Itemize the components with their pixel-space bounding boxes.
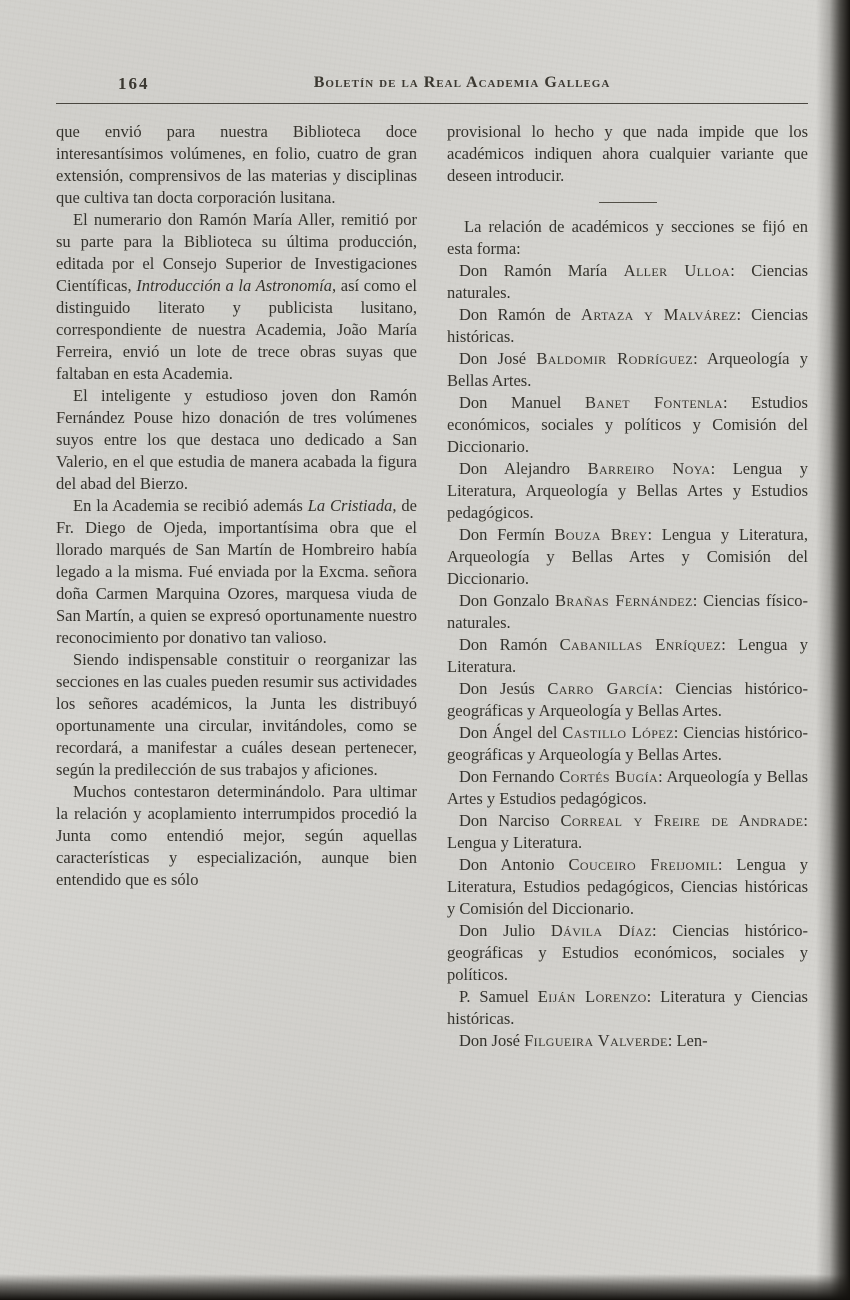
scan-edge-shadow-right [816, 0, 850, 1300]
entry-surname: Carro García [547, 679, 659, 698]
academic-entry [447, 590, 808, 634]
entry-sections: : Ciencias histórico-geográficas y Arqueología y Bellas Artes. [447, 723, 808, 764]
entry-surname: Bouza Brey [554, 525, 648, 544]
entry-prefix: Don Antonio [459, 855, 569, 874]
entry-surname: Eiján Lorenzo [537, 987, 647, 1006]
academic-entry [447, 678, 808, 722]
academic-entry [447, 1030, 808, 1052]
academic-entry [447, 348, 808, 392]
entry-prefix: Don Ramón [459, 635, 560, 654]
paragraph: provisional lo hecho y que nada impide que los académicos indiquen ahora cualquier variante que deseen introducir. [447, 122, 808, 185]
paragraph-text: En la Academia se recibió además [73, 496, 308, 515]
scan-edge-shadow-bottom [0, 1274, 850, 1300]
entry-prefix: P. Samuel [459, 987, 538, 1006]
book-title-italic: Introducción a la Astronomía [136, 276, 333, 295]
section-divider [599, 202, 657, 203]
entry-sections: : Lengua y Literatura. [447, 635, 808, 676]
academic-entry [447, 986, 808, 1030]
entry-surname: Couceiro Freijomil [568, 855, 718, 874]
academic-entry [447, 524, 808, 590]
entry-prefix: Don José [459, 1031, 525, 1050]
page-header [56, 74, 808, 98]
left-column [56, 121, 417, 1052]
paragraph: Siendo indispensable constituir o reorganizar las secciones en las cuales pueden resumir sus actividades los señores académicos, la Junta les distribuyó oportunamente una circular, invitándoles, como se recordará, a manifestar a cuáles desean pertenecer, según la predilección de sus trabajos y aficiones. [56, 650, 417, 779]
paragraph: La relación de académicos y secciones se fijó en esta forma: [447, 217, 808, 258]
entry-sections: : Ciencias histórico-geográficas y Arqueología y Bellas Artes. [447, 679, 808, 720]
paragraph-text: , de Fr. Diego de Ojeda, importantísima obra que el llorado marqués de San Martín de Hombreiro había legado a la misma. Fué enviada por la Excma. señora doña Carmen Marquina Ozores, marquesa viuda de San Martín, a quien se expresó oportunamente nuestro reconocimiento por donativo tan valioso. [56, 496, 417, 647]
entry-surname: Barreiro Noya [587, 459, 711, 478]
entry-prefix: Don Julio [459, 921, 551, 940]
right-column [447, 121, 808, 1052]
entry-surname: Castillo López [562, 723, 674, 742]
journal-title: Boletín de la Real Academia Gallega [313, 74, 611, 91]
entry-sections: : Ciencias naturales. [447, 261, 809, 302]
paragraph-text: El numerario don Ramón María Aller, remitió por su parte para la Biblioteca su última producción, editada por el Consejo Superior de Investigaciones Científicas, [56, 210, 417, 295]
entry-surname: Cortés Bugía [559, 767, 659, 786]
entry-prefix: Don Ramón de [459, 305, 581, 324]
academic-entry [447, 634, 808, 678]
entry-sections: : Len- [667, 1031, 708, 1050]
entry-sections: : Arqueología y Bellas Artes y Estudios pedagógicos. [447, 767, 808, 808]
paragraph [56, 209, 417, 385]
academic-entry [447, 458, 808, 524]
entry-sections: : Lengua y Literatura, Arqueología y Bellas Artes y Estudios pedagógicos. [447, 459, 808, 522]
entry-prefix: Don Narciso [459, 811, 561, 830]
academic-entry [447, 304, 808, 348]
paragraph [56, 495, 417, 649]
academic-entry [447, 392, 808, 458]
academic-entry [447, 722, 808, 766]
entry-surname: Correal y Freire de Andrade [560, 811, 804, 830]
book-title-italic: La Cristiada [307, 496, 393, 515]
entry-surname: Aller Ulloa [623, 261, 731, 280]
entry-sections: : Lengua y Literatura, Arqueología y Bellas Artes y Comisión del Diccionario. [447, 525, 808, 588]
header-rule [56, 103, 808, 104]
academic-entry [447, 766, 808, 810]
entry-sections: : Arqueología y Bellas Artes. [447, 349, 808, 390]
paragraph-text: , así como el distinguido literato y publicista lusitano, correspondiente de nuestra Academia, João María Ferreira, envió un lote de trece obras suyas que faltaban en esta Academia. [56, 276, 417, 383]
paragraph: El inteligente y estudioso joven don Ramón Fernández Pouse hizo donación de tres volúmenes suyos entre los que destaca uno dedicado a San Valerio, en el que estudia de manera acabada la figura del abad del Bierzo. [56, 386, 417, 493]
entry-sections: : Literatura y Ciencias históricas. [447, 987, 808, 1028]
entry-prefix: Don Manuel [459, 393, 585, 412]
entry-sections: : Estudios económicos, sociales y políticos y Comisión del Diccionario. [447, 393, 808, 456]
paragraph: Muchos contestaron determinándolo. Para ultimar la relación y acoplamiento interrumpidos procedió la Junta como entendió mejor, según aquellas características y especialización, aunque bien entendido que es sólo [56, 782, 417, 889]
entry-sections: : Lengua y Literatura, Estudios pedagógicos, Ciencias históricas y Comisión del Diccionario. [447, 855, 809, 918]
entry-surname: Brañas Fernández [555, 591, 693, 610]
academic-entry [447, 260, 808, 304]
entry-prefix: Don Fermín [459, 525, 555, 544]
two-column-text [56, 121, 808, 1052]
entry-surname: Baldomir Rodríguez [536, 349, 694, 368]
entry-prefix: Don Ramón María [459, 261, 624, 280]
entry-prefix: Don José [459, 349, 537, 368]
academic-entry [447, 920, 808, 986]
entry-surname: Dávila Díaz [550, 921, 653, 940]
entry-prefix: Don Alejandro [459, 459, 588, 478]
entry-surname: Banet Fontenla [584, 393, 723, 412]
entry-sections: : Ciencias históricas. [447, 305, 808, 346]
entry-prefix: Don Jesús [459, 679, 548, 698]
academic-entry [447, 854, 808, 920]
entry-sections: : Ciencias histórico-geográficas y Estudios económicos, sociales y políticos. [447, 921, 808, 984]
entry-prefix: Don Ángel del [459, 723, 563, 742]
paragraph: que envió para nuestra Biblioteca doce interesantísimos volúmenes, en folio, cuatro de gran extensión, comprensivos de las materias y disciplinas que cultiva tan docta corporación lusitana. [56, 122, 417, 207]
entry-prefix: Don Fernando [459, 767, 560, 786]
entry-surname: Cabanillas Enríquez [559, 635, 722, 654]
entry-sections: : Ciencias físico-naturales. [447, 591, 808, 632]
entry-prefix: Don Gonzalo [459, 591, 555, 610]
entry-sections: : Lengua y Literatura. [447, 811, 808, 852]
page-content [56, 74, 808, 1052]
entry-surname: Filgueira Valverde [524, 1031, 668, 1050]
page-number: 164 [118, 74, 150, 93]
academic-entry [447, 810, 808, 854]
entry-surname: Artaza y Malvárez [581, 305, 737, 324]
